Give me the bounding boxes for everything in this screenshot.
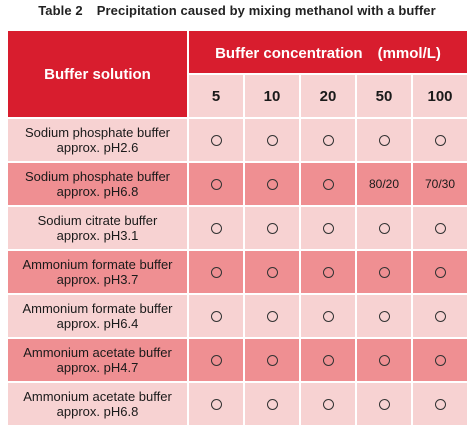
- table-body: [7, 118, 468, 426]
- concentration-header: 10: [244, 74, 300, 118]
- result-cell: [356, 338, 412, 382]
- no-precipitation-circle-icon: [211, 399, 222, 410]
- no-precipitation-circle-icon: [435, 399, 446, 410]
- no-precipitation-circle-icon: [435, 267, 446, 278]
- no-precipitation-circle-icon: [379, 223, 390, 234]
- no-precipitation-circle-icon: [267, 179, 278, 190]
- table-row: [7, 294, 468, 338]
- buffer-ph: approx. pH2.6: [56, 140, 139, 155]
- no-precipitation-circle-icon: [379, 135, 390, 146]
- table-row: [7, 118, 468, 162]
- result-cell: [188, 294, 244, 338]
- buffer-solution-label: [7, 206, 188, 250]
- no-precipitation-circle-icon: [323, 355, 334, 366]
- table-row: [7, 338, 468, 382]
- buffer-ph: approx. pH3.1: [56, 228, 139, 243]
- precipitation-table: [6, 29, 469, 427]
- result-cell: [188, 338, 244, 382]
- concentration-header: 20: [300, 74, 356, 118]
- result-cell: [300, 206, 356, 250]
- no-precipitation-circle-icon: [211, 135, 222, 146]
- no-precipitation-circle-icon: [435, 355, 446, 366]
- buffer-name: Ammonium formate buffer: [22, 257, 173, 272]
- no-precipitation-circle-icon: [211, 179, 222, 190]
- no-precipitation-circle-icon: [435, 223, 446, 234]
- no-precipitation-circle-icon: [323, 135, 334, 146]
- buffer-ph: approx. pH6.8: [56, 184, 139, 199]
- no-precipitation-circle-icon: [323, 223, 334, 234]
- result-cell: [244, 206, 300, 250]
- result-cell: [300, 382, 356, 426]
- table-row: [7, 162, 468, 206]
- no-precipitation-circle-icon: [379, 399, 390, 410]
- result-cell: [412, 294, 468, 338]
- result-cell: [412, 338, 468, 382]
- result-cell: [300, 118, 356, 162]
- col-header-buffer-concentration: Buffer concentration (mmol/L): [188, 30, 468, 74]
- result-cell: [244, 338, 300, 382]
- no-precipitation-circle-icon: [211, 223, 222, 234]
- table-caption: [0, 0, 474, 24]
- table-row: [7, 382, 468, 426]
- result-cell: [300, 338, 356, 382]
- result-cell: [188, 118, 244, 162]
- result-cell: [412, 206, 468, 250]
- result-cell: [188, 162, 244, 206]
- concentration-header: 100: [412, 74, 468, 118]
- result-cell: [300, 162, 356, 206]
- buffer-solution-label: [7, 162, 188, 206]
- ratio-value: 70/30: [424, 177, 456, 191]
- no-precipitation-circle-icon: [267, 311, 278, 322]
- no-precipitation-circle-icon: [211, 311, 222, 322]
- no-precipitation-circle-icon: [267, 399, 278, 410]
- result-cell: [188, 206, 244, 250]
- result-cell: [188, 250, 244, 294]
- buffer-name: Ammonium acetate buffer: [23, 345, 172, 360]
- result-cell: [244, 382, 300, 426]
- no-precipitation-circle-icon: [323, 399, 334, 410]
- result-cell: [356, 162, 412, 206]
- no-precipitation-circle-icon: [323, 311, 334, 322]
- result-cell: [356, 294, 412, 338]
- result-cell: [300, 250, 356, 294]
- no-precipitation-circle-icon: [323, 267, 334, 278]
- result-cell: [244, 118, 300, 162]
- buffer-name: Sodium phosphate buffer: [24, 169, 171, 184]
- table-title: Precipitation caused by mixing methanol with a buffer: [96, 3, 436, 18]
- table-row: [7, 250, 468, 294]
- result-cell: [356, 206, 412, 250]
- buffer-name: Sodium citrate buffer: [37, 213, 158, 228]
- buffer-solution-label: [7, 118, 188, 162]
- buffer-name: Ammonium acetate buffer: [23, 389, 172, 404]
- table-row: [7, 206, 468, 250]
- no-precipitation-circle-icon: [379, 267, 390, 278]
- no-precipitation-circle-icon: [267, 135, 278, 146]
- result-cell: [412, 250, 468, 294]
- no-precipitation-circle-icon: [379, 355, 390, 366]
- result-cell: [356, 118, 412, 162]
- result-cell: [188, 382, 244, 426]
- no-precipitation-circle-icon: [435, 311, 446, 322]
- row-header-buffer-solution: Buffer solution: [7, 30, 188, 118]
- buffer-ph: approx. pH4.7: [56, 360, 139, 375]
- buffer-name: Ammonium formate buffer: [22, 301, 173, 316]
- no-precipitation-circle-icon: [267, 267, 278, 278]
- concentration-header: 5: [188, 74, 244, 118]
- ratio-value: 80/20: [368, 177, 400, 191]
- result-cell: [412, 118, 468, 162]
- result-cell: [244, 162, 300, 206]
- buffer-ph: approx. pH3.7: [56, 272, 139, 287]
- buffer-solution-label: [7, 338, 188, 382]
- no-precipitation-circle-icon: [323, 179, 334, 190]
- no-precipitation-circle-icon: [267, 223, 278, 234]
- result-cell: [412, 382, 468, 426]
- result-cell: [244, 294, 300, 338]
- buffer-ph: approx. pH6.4: [56, 316, 139, 331]
- buffer-name: Sodium phosphate buffer: [24, 125, 171, 140]
- no-precipitation-circle-icon: [435, 135, 446, 146]
- result-cell: [244, 250, 300, 294]
- result-cell: [300, 294, 356, 338]
- concentration-header: 50: [356, 74, 412, 118]
- no-precipitation-circle-icon: [211, 355, 222, 366]
- no-precipitation-circle-icon: [379, 311, 390, 322]
- buffer-solution-label: [7, 250, 188, 294]
- buffer-ph: approx. pH6.8: [56, 404, 139, 419]
- no-precipitation-circle-icon: [267, 355, 278, 366]
- result-cell: [412, 162, 468, 206]
- buffer-solution-label: [7, 294, 188, 338]
- buffer-solution-label: [7, 382, 188, 426]
- table-number: Table 2: [38, 3, 83, 18]
- no-precipitation-circle-icon: [211, 267, 222, 278]
- result-cell: [356, 250, 412, 294]
- result-cell: [356, 382, 412, 426]
